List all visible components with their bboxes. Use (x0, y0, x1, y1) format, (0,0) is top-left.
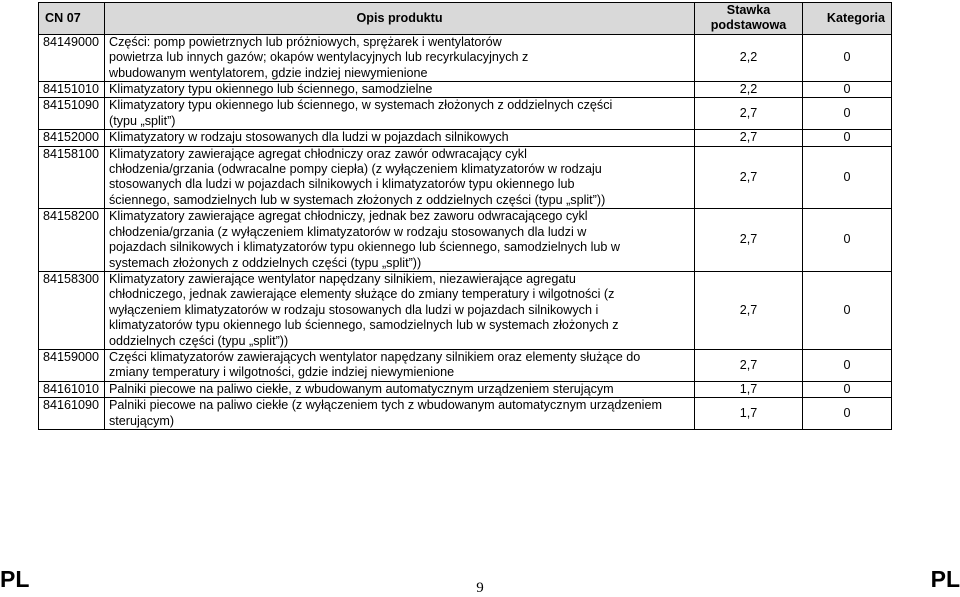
cn-code: 84158200 (39, 209, 105, 272)
product-description: Klimatyzatory typu okiennego lub ściennego, samodzielne (105, 82, 695, 98)
header-category: Kategoria (803, 3, 892, 35)
cn-code: 84152000 (39, 130, 105, 146)
header-description: Opis produktu (105, 3, 695, 35)
table-row (39, 398, 892, 430)
footer-language-mark-right: PL (930, 566, 960, 592)
table-row (39, 381, 892, 397)
product-description: Klimatyzatory zawierające wentylator napędzany silnikiem, niezawierające agregatu chłodniczego, jednak zawierające elementy służące do zmiany temperatury i wilgotności (z wyłączeniem klimatyzatorów w rodzaju stosowanych dla ludzi w pojazdach silnikowych i klimatyzatorów typu okiennego lub ściennego, samodzielnych lub w systemach złożonych z oddzielnych części (typu „split”)) (105, 271, 695, 349)
product-description: Części klimatyzatorów zawierających wentylator napędzany silnikiem oraz elementy służące do zmiany temperatury i wilgotności, gdzie indziej niewymienione (105, 349, 695, 381)
category: 0 (803, 381, 892, 397)
cn-code: 84158100 (39, 146, 105, 209)
product-description: Palniki piecowe na paliwo ciekłe, z wbudowanym automatycznym urządzeniem sterującym (105, 381, 695, 397)
category: 0 (803, 130, 892, 146)
category: 0 (803, 98, 892, 130)
table-row (39, 130, 892, 146)
base-rate: 2,7 (695, 271, 803, 349)
base-rate: 1,7 (695, 381, 803, 397)
footer-language-mark-left: PL (0, 566, 30, 592)
table-row (39, 98, 892, 130)
tariff-table (38, 2, 892, 430)
product-description: Części: pomp powietrznych lub próżniowych, sprężarek i wentylatorów powietrza lub innych gazów; okapów wentylacyjnych lub recyrkulacyjnych z wbudowanym wentylatorem, gdzie indziej niewymienione (105, 34, 695, 81)
cn-code: 84151090 (39, 98, 105, 130)
category: 0 (803, 209, 892, 272)
page-number: 9 (476, 580, 484, 596)
cn-code: 84161010 (39, 381, 105, 397)
table-row (39, 209, 892, 272)
base-rate: 1,7 (695, 398, 803, 430)
category: 0 (803, 271, 892, 349)
header-cn-code: CN 07 (39, 3, 105, 35)
base-rate: 2,7 (695, 130, 803, 146)
base-rate: 2,7 (695, 146, 803, 209)
product-description: Klimatyzatory w rodzaju stosowanych dla ludzi w pojazdach silnikowych (105, 130, 695, 146)
base-rate: 2,2 (695, 82, 803, 98)
category: 0 (803, 34, 892, 81)
cn-code: 84151010 (39, 82, 105, 98)
product-description: Klimatyzatory typu okiennego lub ściennego, w systemach złożonych z oddzielnych części (typu „split”) (105, 98, 695, 130)
category: 0 (803, 349, 892, 381)
product-description: Palniki piecowe na paliwo ciekłe (z wyłączeniem tych z wbudowanym automatycznym urządzeniem sterującym) (105, 398, 695, 430)
product-description: Klimatyzatory zawierające agregat chłodniczy oraz zawór odwracający cykl chłodzenia/grzania (odwracalne pompy ciepła) (z wyłączeniem klimatyzatorów w rodzaju stosowanych dla ludzi w pojazdach silnikowych i klimatyzatorów typu okiennego lub ściennego, samodzielnych lub w systemach złożonych z oddzielnych części (typu „split”)) (105, 146, 695, 209)
base-rate: 2,7 (695, 349, 803, 381)
category: 0 (803, 146, 892, 209)
table-row (39, 349, 892, 381)
cn-code: 84161090 (39, 398, 105, 430)
table-row (39, 271, 892, 349)
table-row (39, 34, 892, 81)
table-header-row (39, 3, 892, 35)
base-rate: 2,2 (695, 34, 803, 81)
product-description: Klimatyzatory zawierające agregat chłodniczy, jednak bez zaworu odwracającego cykl chłodzenia/grzania (z wyłączeniem klimatyzatorów w rodzaju stosowanych dla ludzi w pojazdach silnikowych i klimatyzatorów typu okiennego lub ściennego, samodzielnych lub w systemach złożonych z oddzielnych części (typu „split”)) (105, 209, 695, 272)
category: 0 (803, 398, 892, 430)
table-row (39, 146, 892, 209)
category: 0 (803, 82, 892, 98)
cn-code: 84158300 (39, 271, 105, 349)
cn-code: 84159000 (39, 349, 105, 381)
base-rate: 2,7 (695, 209, 803, 272)
cn-code: 84149000 (39, 34, 105, 81)
base-rate: 2,7 (695, 98, 803, 130)
header-rate: Stawka podstawowa (695, 3, 803, 35)
table-row (39, 82, 892, 98)
